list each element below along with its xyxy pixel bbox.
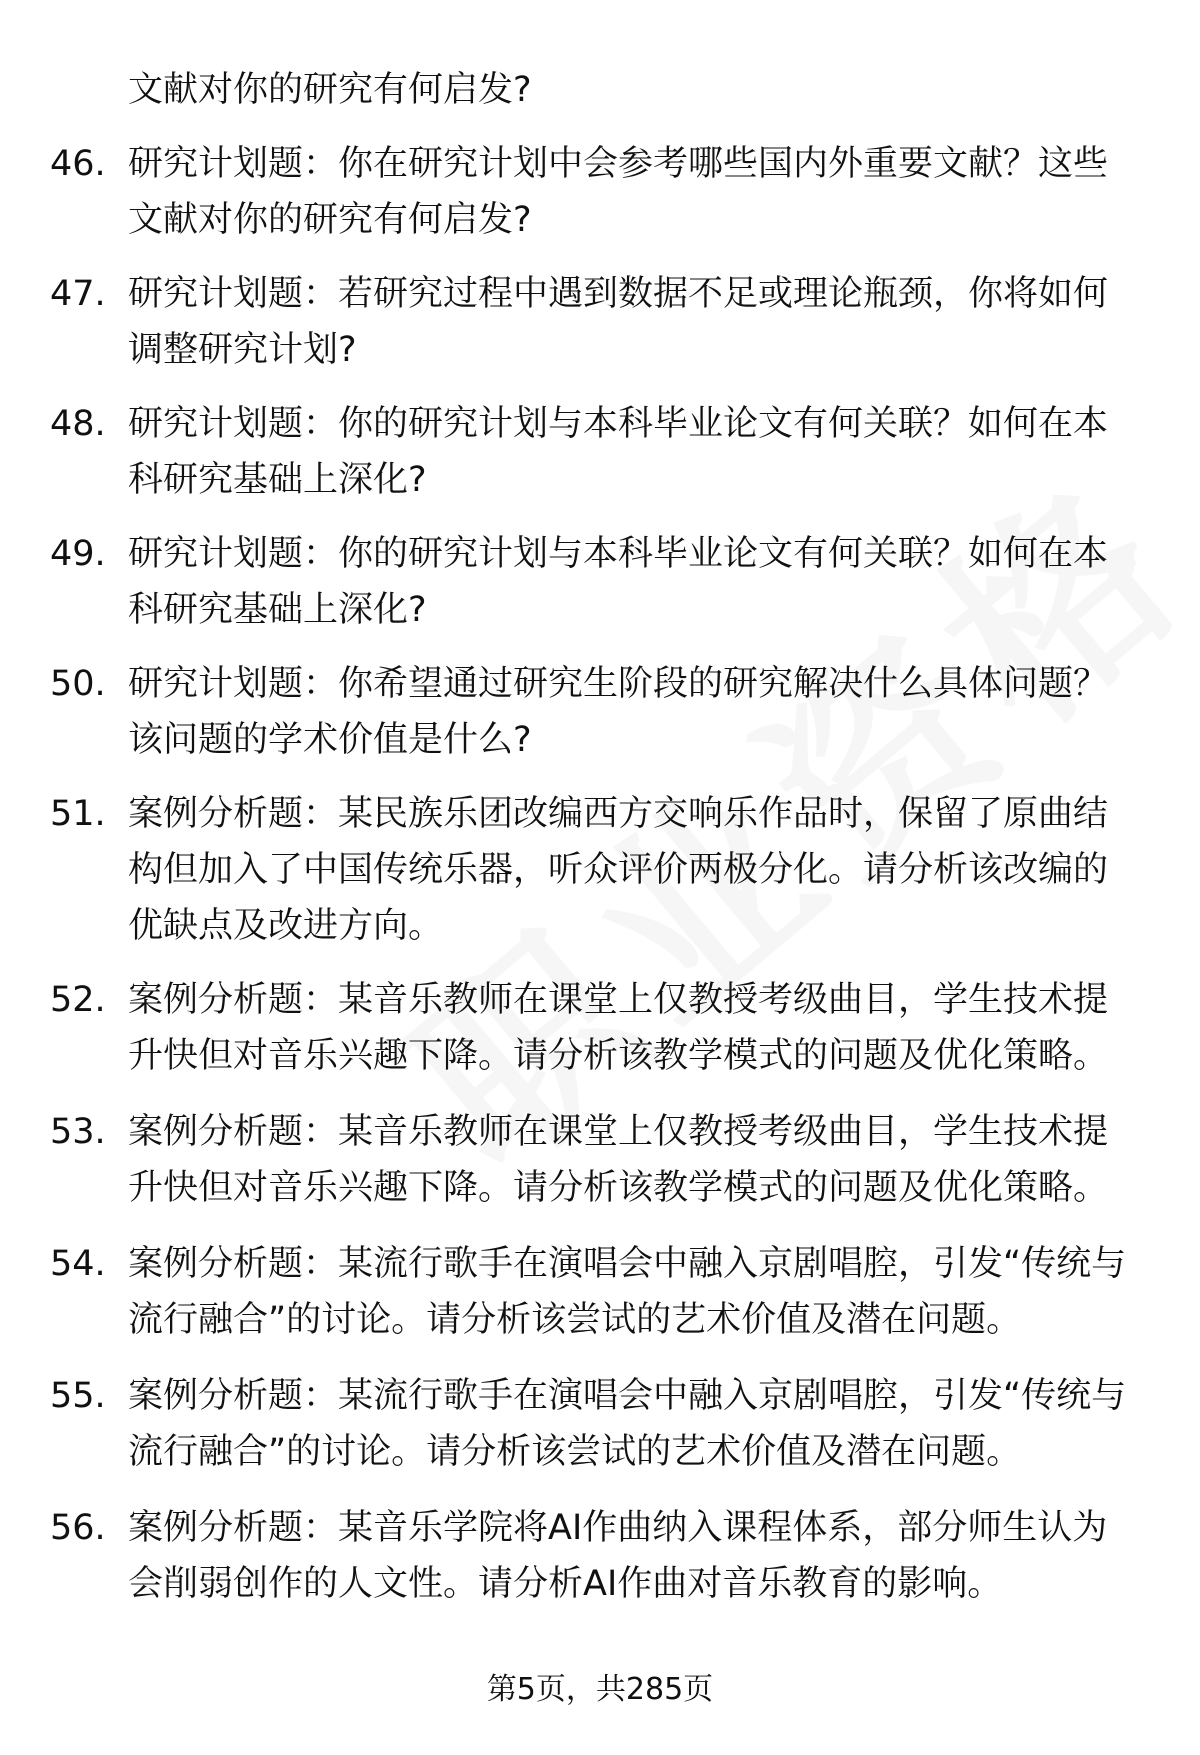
question-text: 案例分析题：某民族乐团改编西方交响乐作品时，保留了原曲结构但加入了中国传统乐器，听众评价两极分化。请分析该改编的优缺点及改进方向。 xyxy=(128,794,1109,946)
question-number: 52. xyxy=(50,980,106,1020)
question-number: 49. xyxy=(50,534,106,574)
question-text: 研究计划题：你的研究计划与本科毕业论文有何关联？如何在本科研究基础上深化? xyxy=(128,404,1109,500)
question-text: 研究计划题：你希望通过研究生阶段的研究解决什么具体问题？该问题的学术价值是什么? xyxy=(128,664,1109,760)
question-text: 案例分析题：某音乐教师在课堂上仅教授考级曲目，学生技术提升快但对音乐兴趣下降。请分析该教学模式的问题及优化策略。 xyxy=(128,1112,1109,1208)
page-footer: 第5页，共285页 xyxy=(486,1672,714,1707)
question-text: 案例分析题：某流行歌手在演唱会中融入京剧唱腔，引发“传统与流行融合”的讨论。请分析该尝试的艺术价值及潜在问题。 xyxy=(128,1244,1127,1340)
question-number: 55. xyxy=(50,1376,106,1416)
question-text: 案例分析题：某音乐教师在课堂上仅教授考级曲目，学生技术提升快但对音乐兴趣下降。请分析该教学模式的问题及优化策略。 xyxy=(128,980,1109,1076)
question-text: 案例分析题：某流行歌手在演唱会中融入京剧唱腔，引发“传统与流行融合”的讨论。请分析该尝试的艺术价值及潜在问题。 xyxy=(128,1376,1127,1472)
question-text: 研究计划题：你的研究计划与本科毕业论文有何关联？如何在本科研究基础上深化? xyxy=(128,534,1109,630)
question-number: 47. xyxy=(50,274,106,314)
question-number: 56. xyxy=(50,1508,106,1548)
carry-over-text: 文献对你的研究有何启发? xyxy=(128,70,532,110)
question-text: 研究计划题：你在研究计划中会参考哪些国内外重要文献？这些文献对你的研究有何启发? xyxy=(128,144,1109,240)
question-text: 研究计划题：若研究过程中遇到数据不足或理论瓶颈，你将如何调整研究计划? xyxy=(128,274,1109,370)
question-number: 48. xyxy=(50,404,106,444)
question-number: 54. xyxy=(50,1244,106,1284)
question-number: 46. xyxy=(50,144,106,184)
question-number: 50. xyxy=(50,664,106,704)
question-number: 51. xyxy=(50,794,106,834)
question-number: 53. xyxy=(50,1112,106,1152)
question-text: 案例分析题：某音乐学院将AI作曲纳入课程体系，部分师生认为会削弱创作的人文性。请分析AI作曲对音乐教育的影响。 xyxy=(128,1508,1108,1604)
